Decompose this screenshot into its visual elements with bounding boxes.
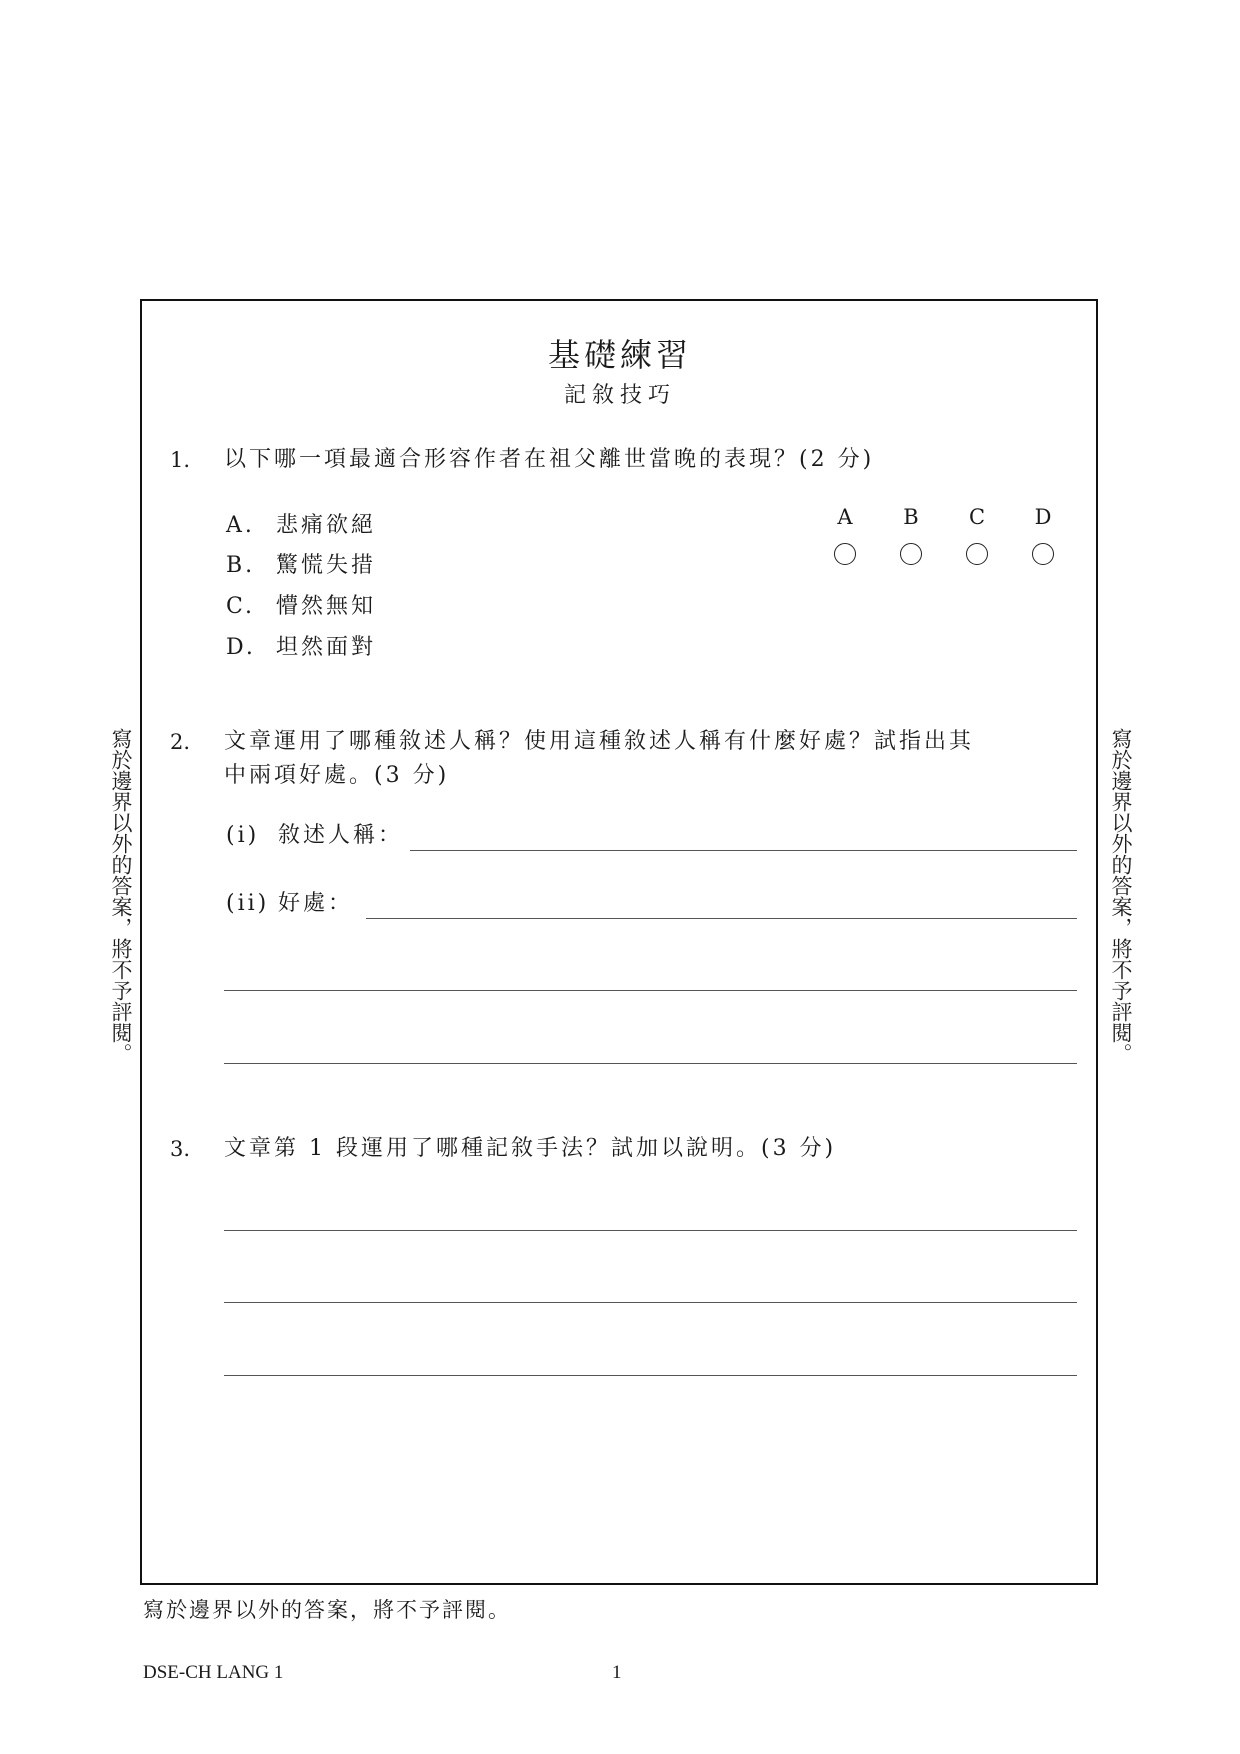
bubble-label-c: C bbox=[968, 505, 986, 529]
answer-bubble-d[interactable] bbox=[1032, 543, 1054, 565]
answer-bubble-c[interactable] bbox=[966, 543, 988, 565]
answer-bubble-b[interactable] bbox=[900, 543, 922, 565]
question-3-text: 文章第 1 段運用了哪種記敘手法？試加以說明。(3 分) bbox=[224, 1136, 837, 1161]
margin-warning-right: 寫於邊界以外的答案，將不予評閱。 bbox=[1109, 728, 1133, 1064]
option-text: 坦然面對 bbox=[276, 635, 377, 660]
option-letter: B. bbox=[226, 553, 256, 578]
option-text: 悲痛欲絕 bbox=[276, 513, 377, 538]
question-3-number: 3. bbox=[170, 1137, 191, 1161]
footer-exam-code: DSE-CH LANG 1 bbox=[143, 1662, 284, 1683]
margin-warning-left: 寫於邊界以外的答案，將不予評閱。 bbox=[109, 728, 133, 1064]
answer-line-q3-2[interactable] bbox=[224, 1302, 1077, 1303]
part-i-label bbox=[226, 818, 403, 849]
option-text: 驚慌失措 bbox=[276, 553, 377, 578]
margin-warning-bottom: 寫於邊界以外的答案，將不予評閱。 bbox=[143, 1598, 511, 1622]
answer-line-benefit-3[interactable] bbox=[224, 1063, 1077, 1064]
answer-line-q3-3[interactable] bbox=[224, 1375, 1077, 1376]
answer-frame bbox=[140, 299, 1098, 1585]
part-ii-label bbox=[226, 886, 353, 917]
bubble-label-b: B bbox=[903, 505, 919, 529]
option-letter: A. bbox=[226, 513, 255, 538]
footer-page-number: 1 bbox=[612, 1662, 622, 1683]
answer-bubble-a[interactable] bbox=[834, 543, 856, 565]
option-d bbox=[226, 630, 376, 661]
bubble-label-d: D bbox=[1034, 505, 1052, 529]
option-letter: D. bbox=[226, 635, 256, 660]
page-title: 基礎練習 bbox=[547, 336, 692, 374]
part-roman: (ii) bbox=[226, 891, 270, 916]
option-b bbox=[226, 548, 376, 579]
answer-line-narrative-person[interactable] bbox=[410, 850, 1077, 851]
option-c bbox=[226, 589, 376, 620]
option-letter: C. bbox=[226, 594, 256, 619]
answer-line-q3-1[interactable] bbox=[224, 1230, 1077, 1231]
question-1-text: 以下哪一項最適合形容作者在祖父離世當晚的表現？(2 分) bbox=[224, 447, 875, 472]
question-2-text-line2: 中兩項好處。(3 分) bbox=[224, 763, 450, 788]
answer-line-benefit-1[interactable] bbox=[366, 918, 1077, 919]
part-roman: (i) bbox=[226, 823, 260, 848]
option-text: 懵然無知 bbox=[276, 594, 377, 619]
question-2-text-line1: 文章運用了哪種敘述人稱？使用這種敘述人稱有什麼好處？試指出其 bbox=[224, 729, 975, 754]
bubble-label-a: A bbox=[837, 505, 853, 529]
option-a bbox=[226, 508, 376, 539]
question-1-number: 1. bbox=[170, 448, 191, 472]
question-2-number: 2. bbox=[170, 730, 191, 754]
part-label: 好處： bbox=[278, 891, 354, 916]
page-subtitle: 記敘技巧 bbox=[563, 383, 676, 408]
answer-line-benefit-2[interactable] bbox=[224, 990, 1077, 991]
part-label: 敘述人稱： bbox=[278, 823, 404, 848]
